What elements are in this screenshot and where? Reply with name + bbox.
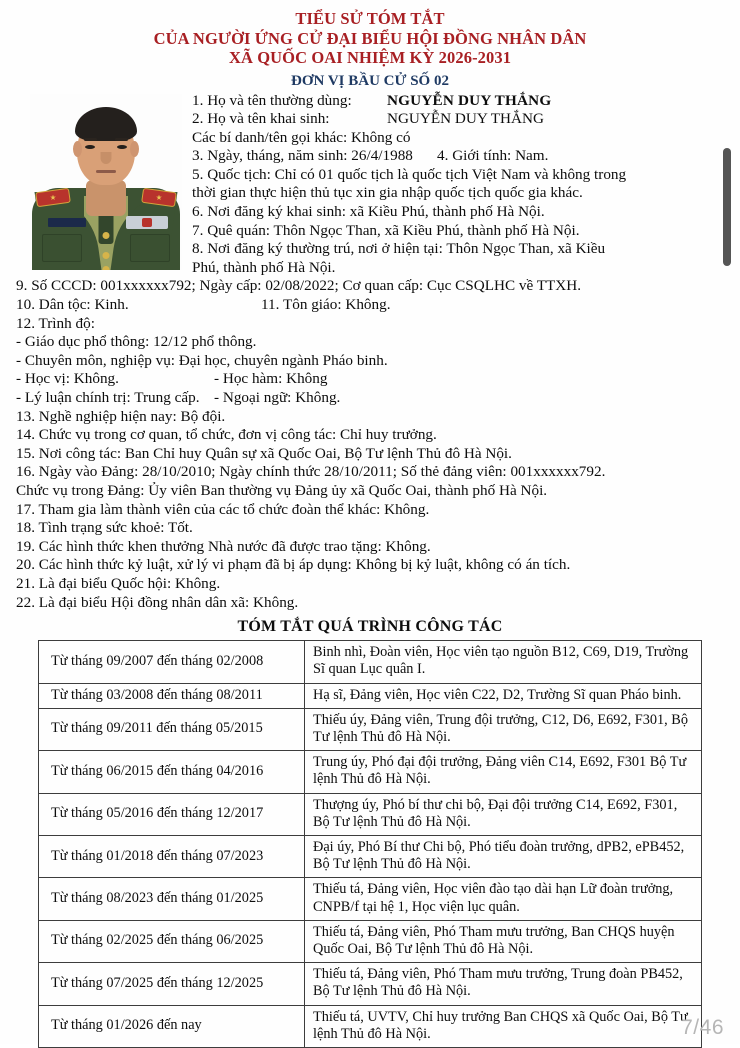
electoral-unit-label: ĐƠN VỊ BẦU CỬ SỐ 02 bbox=[291, 72, 449, 89]
politics-language-row bbox=[16, 389, 726, 408]
academic-title: - Học hàm: Không bbox=[214, 370, 328, 388]
work-period-cell: Từ tháng 09/2011 đến tháng 05/2015 bbox=[39, 708, 305, 750]
document-header bbox=[0, 0, 740, 92]
work-detail-cell: Thiếu tá, UVTV, Chỉ huy trưởng Ban CHQS xã Quốc Oai, Bộ Tư lệnh Thủ đô Hà Nội. bbox=[305, 1005, 702, 1047]
work-history-row bbox=[39, 751, 702, 793]
full-name-label: 1. Họ và tên thường dùng: bbox=[192, 91, 352, 109]
is-national-assembly-deputy: 21. Là đại biểu Quốc hội: Không. bbox=[16, 574, 221, 592]
id-card-info: 9. Số CCCD: 001xxxxxx792; Ngày cấp: 02/08/2022; Cơ quan cấp: Cục CSQLHC về TTXH. bbox=[16, 277, 582, 295]
work-period-cell: Từ tháng 05/2016 đến tháng 12/2017 bbox=[39, 793, 305, 835]
candidate-portrait-photo bbox=[30, 94, 182, 270]
work-period-cell: Từ tháng 03/2008 đến tháng 08/2011 bbox=[39, 683, 305, 708]
ethnicity: 10. Dân tộc: Kinh. bbox=[16, 296, 129, 314]
work-period-cell: Từ tháng 09/2007 đến tháng 02/2008 bbox=[39, 641, 305, 683]
gender: 4. Giới tính: Nam. bbox=[437, 147, 549, 165]
birth-name-label: 2. Họ và tên khai sinh: bbox=[192, 110, 330, 128]
academic-degree: - Học vị: Không. bbox=[16, 370, 119, 388]
education-general: - Giáo dục phổ thông: 12/12 phổ thông. bbox=[16, 333, 257, 351]
hometown: 7. Quê quán: Thôn Ngọc Than, xã Kiều Phú, thành phố Hà Nội. bbox=[192, 221, 580, 239]
work-history-row bbox=[39, 920, 702, 962]
birthdate-gender-row bbox=[192, 147, 726, 166]
foreign-language: - Ngoại ngữ: Không. bbox=[214, 389, 341, 406]
full-name-value: NGUYỄN DUY THẮNG bbox=[387, 91, 552, 109]
residence-line-1: 8. Nơi đăng ký thường trú, nơi ở hiện tại: Thôn Ngọc Than, xã Kiều bbox=[192, 240, 606, 258]
title-line-1: TIỂU SỬ TÓM TẮT bbox=[295, 9, 445, 28]
work-detail-cell: Đại úy, Phó Bí thư Chi bộ, Phó tiểu đoàn trưởng, dPB2, ePB452, Bộ Tư lệnh Thủ đô Hà Nội. bbox=[305, 835, 702, 877]
work-detail-cell: Thiếu úy, Đảng viên, Trung đội trưởng, C12, D6, E692, F301, Bộ Tư lệnh Thủ đô Hà Nội. bbox=[305, 708, 702, 750]
biography-body bbox=[0, 92, 740, 613]
workplace: 15. Nơi công tác: Ban Chỉ huy Quân sự xã Quốc Oai, Bộ Tư lệnh Thủ đô Hà Nội. bbox=[16, 444, 512, 462]
current-occupation: 13. Nghề nghiệp hiện nay: Bộ đội. bbox=[16, 407, 226, 425]
title-line-2: CỦA NGƯỜI ỨNG CỬ ĐẠI BIỂU HỘI ĐỒNG NHÂN DÂN bbox=[153, 28, 587, 48]
alias-value: Không có bbox=[351, 128, 411, 146]
nationality-line-2: thời gian thực hiện thủ tục xin gia nhập quốc tịch quốc gia khác. bbox=[192, 184, 583, 202]
ethnicity-religion-row bbox=[16, 296, 726, 315]
birth-name-row bbox=[192, 110, 726, 129]
work-history-row bbox=[39, 683, 702, 708]
residence-line-2: Phú, thành phố Hà Nội. bbox=[192, 258, 336, 276]
education-heading: 12. Trình độ: bbox=[16, 314, 95, 332]
work-period-cell: Từ tháng 08/2023 đến tháng 01/2025 bbox=[39, 878, 305, 920]
work-history-table-body bbox=[39, 641, 702, 1048]
current-position: 14. Chức vụ trong cơ quan, tổ chức, đơn vị công tác: Chỉ huy trưởng. bbox=[16, 426, 437, 444]
nationality-line-1: 5. Quốc tịch: Chỉ có 01 quốc tịch là quốc tịch Việt Nam và không trong bbox=[192, 165, 627, 183]
page-indicator: 7/46 bbox=[681, 1016, 724, 1039]
full-name-row bbox=[192, 92, 726, 111]
work-detail-cell: Thiếu tá, Đảng viên, Phó Tham mưu trưởng, Trung đoàn PB452, Bộ Tư lệnh Thủ đô Hà Nội. bbox=[305, 963, 702, 1005]
work-detail-cell: Trung úy, Phó đại đội trưởng, Đảng viên C14, E692, F301 Bộ Tư lệnh Thủ đô Hà Nội. bbox=[305, 751, 702, 793]
scrollbar-track[interactable] bbox=[730, 0, 740, 1044]
work-detail-cell: Binh nhì, Đoàn viên, Học viên tạo nguồn B12, C69, D19, Trường Sĩ quan Lục quân I. bbox=[305, 641, 702, 683]
work-history-row bbox=[39, 708, 702, 750]
party-position: Chức vụ trong Đảng: Ủy viên Ban thường vụ Đảng ủy xã Quốc Oai, thành phố Hà Nội. bbox=[16, 481, 548, 499]
work-history-title: TÓM TẮT QUÁ TRÌNH CÔNG TÁC bbox=[237, 618, 503, 636]
work-period-cell: Từ tháng 07/2025 đến tháng 12/2025 bbox=[39, 963, 305, 1005]
disciplinary-record: 20. Các hình thức kỷ luật, xử lý vi phạm đã bị áp dụng: Không bị kỷ luật, không có án tích. bbox=[16, 556, 571, 574]
alias-label: Các bí danh/tên gọi khác: bbox=[192, 128, 348, 146]
work-period-cell: Từ tháng 02/2025 đến tháng 06/2025 bbox=[39, 920, 305, 962]
work-period-cell: Từ tháng 01/2026 đến nay bbox=[39, 1005, 305, 1047]
religion: 11. Tôn giáo: Không. bbox=[261, 296, 391, 314]
political-theory-level: - Lý luận chính trị: Trung cấp. bbox=[16, 389, 200, 406]
work-history-row bbox=[39, 878, 702, 920]
work-detail-cell: Hạ sĩ, Đảng viên, Học viên C22, D2, Trường Sĩ quan Pháo binh. bbox=[305, 683, 702, 708]
work-detail-cell: Thiếu tá, Đảng viên, Học viên đào tạo dài hạn Lữ đoàn trưởng, CNPB/f tại hệ 1, Học viện lục quân. bbox=[305, 878, 702, 920]
party-join-date: 16. Ngày vào Đảng: 28/10/2010; Ngày chính thức 28/10/2011; Số thẻ đảng viên: 001xxxxxx792. bbox=[16, 463, 606, 481]
work-period-cell: Từ tháng 01/2018 đến tháng 07/2023 bbox=[39, 835, 305, 877]
state-awards: 19. Các hình thức khen thưởng Nhà nước đã được trao tặng: Không. bbox=[16, 537, 431, 555]
work-history-table bbox=[38, 640, 702, 1048]
birth-registration-place: 6. Nơi đăng ký khai sinh: xã Kiều Phú, thành phố Hà Nội. bbox=[192, 203, 545, 221]
work-history-row bbox=[39, 641, 702, 683]
title-line-3: XÃ QUỐC OAI NHIỆM KỲ 2026-2031 bbox=[228, 48, 512, 67]
work-history-row bbox=[39, 835, 702, 877]
uniform-nametag bbox=[48, 218, 86, 227]
work-history-row bbox=[39, 1005, 702, 1047]
is-commune-council-deputy: 22. Là đại biểu Hội đồng nhân dân xã: Không. bbox=[16, 593, 299, 611]
education-specialty: - Chuyên môn, nghiệp vụ: Đại học, chuyên ngành Pháo binh. bbox=[16, 351, 388, 369]
scrollbar-thumb[interactable] bbox=[723, 148, 731, 266]
work-history-row bbox=[39, 963, 702, 1005]
health-status: 18. Tình trạng sức khoẻ: Tốt. bbox=[16, 519, 193, 537]
birth-name-value: NGUYỄN DUY THẮNG bbox=[387, 110, 544, 128]
other-organizations: 17. Tham gia làm thành viên của các tổ chức đoàn thể khác: Không. bbox=[16, 500, 430, 518]
work-detail-cell: Thiếu tá, Đảng viên, Phó Tham mưu trưởng, Ban CHQS huyện Quốc Oai, Bộ Tư lệnh Thủ đô Hà Nội. bbox=[305, 920, 702, 962]
work-period-cell: Từ tháng 06/2015 đến tháng 04/2016 bbox=[39, 751, 305, 793]
work-history-row bbox=[39, 793, 702, 835]
degree-title-row bbox=[16, 370, 726, 389]
work-detail-cell: Thượng úy, Phó bí thư chi bộ, Đại đội trưởng C14, E692, F301, Bộ Tư lệnh Thủ đô Hà Nội. bbox=[305, 793, 702, 835]
birthdate: 3. Ngày, tháng, năm sinh: 26/4/1988 bbox=[192, 147, 413, 165]
